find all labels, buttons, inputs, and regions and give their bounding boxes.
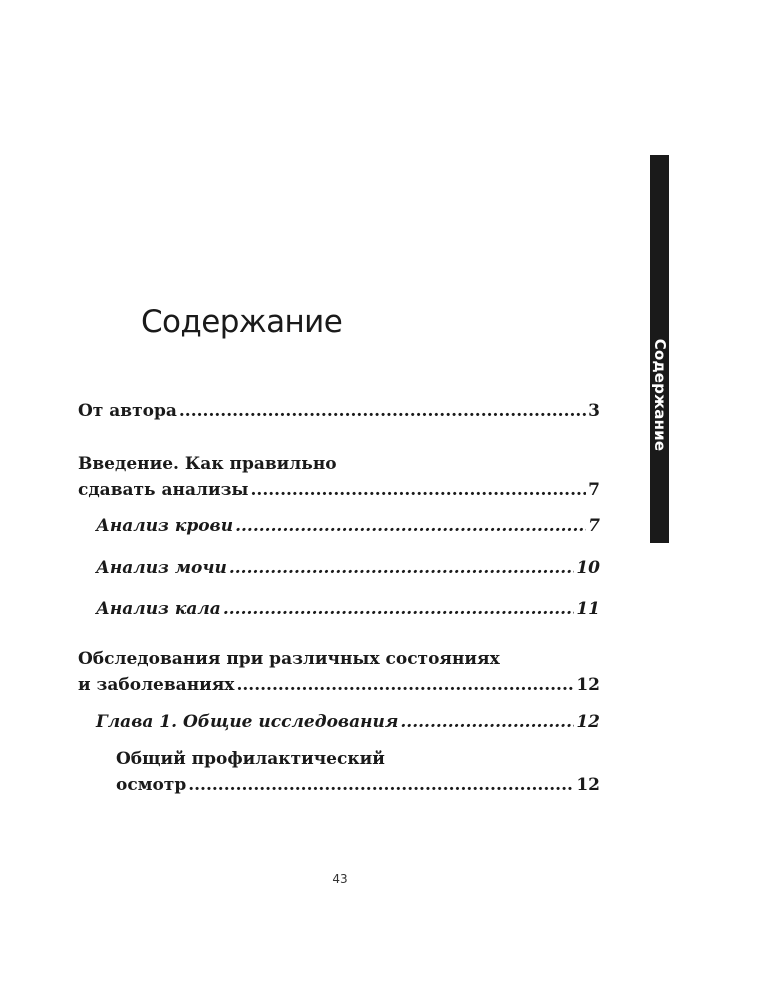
toc-page-number: 12 [576,675,600,695]
toc-dot-leader [179,398,586,424]
toc-dot-leader [188,772,574,798]
side-tab-label: Содержание [650,338,669,452]
toc-entry-title: Анализ кала [96,599,221,619]
toc-dot-leader [229,555,574,581]
toc-entry-checkup[interactable] [116,746,600,798]
toc-page-number: 7 [588,480,600,500]
toc-entry-title: осмотр [116,775,187,795]
page-title: Содержание [141,304,343,340]
toc-dot-leader [250,477,586,503]
toc-entry-chapter-1[interactable] [96,709,600,735]
toc-page-number: 3 [588,401,600,421]
toc-entry-title: Анализ крови [96,516,234,536]
toc-entry-examinations[interactable] [78,646,600,698]
toc-entry-urine-test[interactable] [96,555,600,581]
toc-entry-from-author[interactable] [78,398,600,424]
toc-page-number: 10 [576,558,600,578]
toc-dot-leader [236,672,574,698]
toc-entry-title: Общий профилактический [116,749,385,769]
toc-entry-title: Введение. Как правильно [78,454,337,474]
toc-entry-introduction[interactable] [78,451,600,503]
toc-entry-title: Анализ мочи [96,558,227,578]
toc-dot-leader [223,596,575,622]
toc-entry-title: Обследования при различных состояниях [78,649,500,669]
toc-dot-leader [400,709,574,735]
toc-entry-title: и заболеваниях [78,675,235,695]
toc-entry-title: От автора [78,401,177,421]
toc-entry-title: Глава 1. Общие исследования [96,712,399,732]
side-tab [650,155,669,543]
toc-page-number: 7 [588,516,600,536]
toc-page-number: 12 [576,775,600,795]
toc-page-number: 11 [576,599,600,619]
toc-entry-stool-test[interactable] [96,596,600,622]
toc-dot-leader [235,513,586,539]
page-number: 43 [332,872,348,886]
toc-page-number: 12 [576,712,600,732]
toc-entry-title: сдавать анализы [78,480,249,500]
toc-entry-blood-test[interactable] [96,513,600,539]
